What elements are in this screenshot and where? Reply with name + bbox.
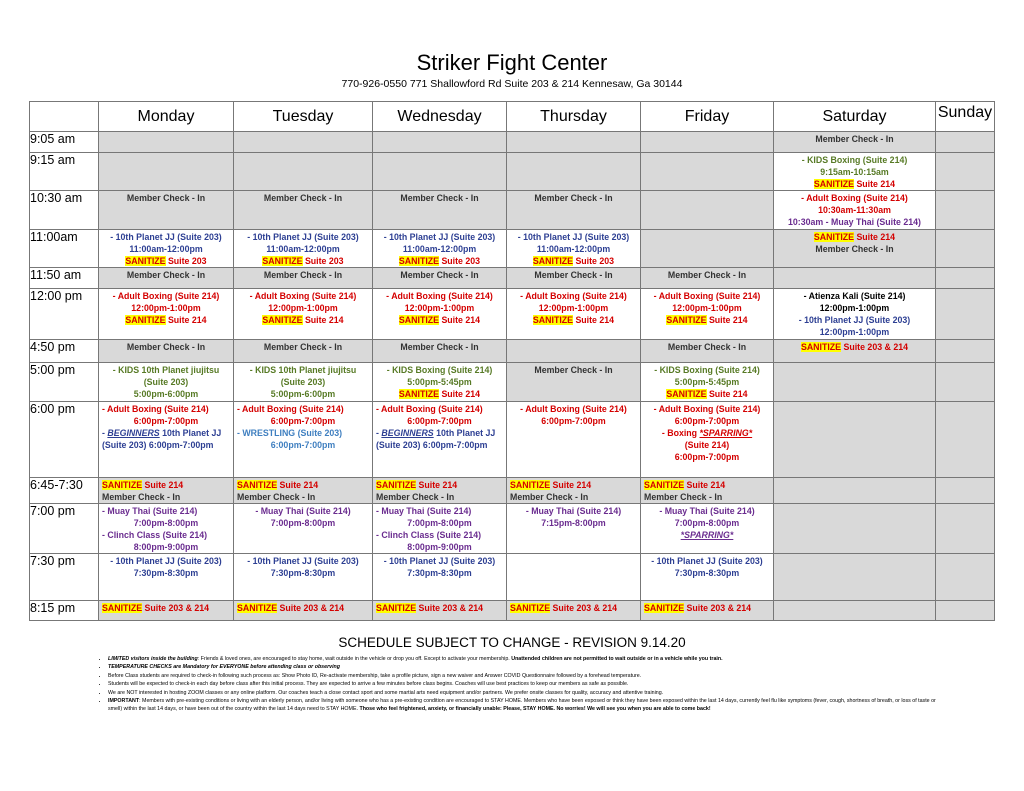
time-label: 7:00 pm	[30, 504, 99, 554]
class-entry: - Adult Boxing (Suite 214) 12:00pm-1:00pm SANITIZE Suite 214	[386, 291, 493, 325]
member-check-in: Member Check - In	[534, 270, 613, 280]
member-check-in: Member Check - In	[534, 365, 613, 375]
class-entry: SANITIZE Suite 214 Member Check - In	[237, 480, 319, 502]
class-entry: SANITIZE Suite 203 & 214	[800, 342, 909, 352]
class-entry: SANITIZE Suite 203 & 214	[237, 603, 345, 613]
note-item: • We are NOT interested in hosting ZOOM classes or any online platform. Our coaches teach a close contact sport and some martial arts need equipment and/or partners. We prefer onsite classes for quality, accuracy and attentive training.	[108, 689, 944, 697]
member-check-in: Member Check - In	[263, 193, 343, 203]
class-entry: - KIDS Boxing (Suite 214) 5:00pm-5:45pm SANITIZE Suite 214	[654, 365, 760, 399]
class-entry: - Muay Thai (Suite 214) 7:00pm-8:00pm	[255, 506, 351, 528]
class-entry: - Muay Thai (Suite 214) 7:00pm-8:00pm - Clinch Class (Suite 214) 8:00pm-9:00pm	[376, 506, 482, 552]
member-check-in: Member Check - In	[815, 134, 894, 144]
class-entry: - Adult Boxing (Suite 214) 6:00pm-7:00pm	[520, 404, 627, 426]
day-header: Thursday	[507, 102, 641, 132]
time-label: 4:50 pm	[30, 340, 99, 363]
class-entry: - 10th Planet JJ (Suite 203) 11:00am-12:00pm SANITIZE Suite 203	[517, 232, 630, 266]
class-entry: - Adult Boxing (Suite 214) 6:00pm-7:00pm - WRESTLING (Suite 203) 6:00pm-7:00pm	[237, 404, 344, 450]
class-entry: - Adult Boxing (Suite 214) 12:00pm-1:00pm SANITIZE Suite 214	[653, 291, 761, 325]
class-entry: - Adult Boxing (Suite 214) 12:00pm-1:00pm SANITIZE Suite 214	[112, 291, 220, 325]
class-entry: - KIDS Boxing (Suite 214) 5:00pm-5:45pm SANITIZE Suite 214	[386, 365, 493, 399]
time-label: 8:15 pm	[30, 601, 99, 621]
time-label: 6:00 pm	[30, 402, 99, 478]
class-entry: SANITIZE Suite 214 Member Check - In	[102, 480, 184, 502]
class-entry: - Adult Boxing (Suite 214) 6:00pm-7:00pm - Boxing *SPARRING* (Suite 214) 6:00pm-7:00pm	[653, 404, 761, 462]
time-label: 11:00am	[30, 230, 99, 268]
class-entry: - 10th Planet JJ (Suite 203) 11:00am-12:00pm SANITIZE Suite 203	[383, 232, 496, 266]
class-entry: - 10th Planet JJ (Suite 203) 7:30pm-8:30pm	[383, 556, 496, 578]
member-check-in: Member Check - In	[667, 342, 747, 352]
note-item: • Students will be expected to check-in each day before class after this initial process. They are expected to arrive a few minutes before class begins. Coaches will use best practices to keep our members as safe as possible.	[108, 680, 944, 688]
class-entry: - Muay Thai (Suite 214) 7:15pm-8:00pm	[525, 506, 622, 528]
page-title: Striker Fight Center	[416, 50, 608, 75]
day-header: Friday	[641, 102, 774, 132]
class-entry: SANITIZE Suite 203 & 214	[510, 603, 618, 613]
class-entry: - 10th Planet JJ (Suite 203) 7:30pm-8:30pm	[110, 556, 222, 578]
note-item: • TEMPERATURE CHECKS are Mandatory for EVERYONE before attending class or observing	[108, 663, 944, 671]
member-check-in: Member Check - In	[126, 342, 206, 352]
class-entry: - Atienza Kali (Suite 214) 12:00pm-1:00pm - 10th Planet JJ (Suite 203) 12:00pm-1:00pm	[798, 291, 911, 337]
class-entry: SANITIZE Suite 214 Member Check - In	[510, 480, 592, 502]
time-label: 7:30 pm	[30, 554, 99, 601]
class-entry: - 10th Planet JJ (Suite 203) 11:00am-12:00pm SANITIZE Suite 203	[110, 232, 222, 266]
time-label: 10:30 am	[30, 191, 99, 230]
time-label: 6:45-7:30	[30, 478, 99, 504]
class-entry: - KIDS Boxing (Suite 214) 9:15am-10:15am SANITIZE Suite 214	[801, 155, 908, 189]
time-label: 5:00 pm	[30, 363, 99, 402]
revision-notice: SCHEDULE SUBJECT TO CHANGE - REVISION 9.14.20	[338, 635, 686, 650]
day-header: Monday	[99, 102, 234, 132]
class-entry: - KIDS 10th Planet jiujitsu (Suite 203) 5:00pm-6:00pm	[249, 365, 357, 399]
class-entry: SANITIZE Suite 203 & 214	[644, 603, 752, 613]
day-header: Sunday	[936, 102, 995, 132]
member-check-in: Member Check - In	[263, 270, 343, 280]
note-item: • IMPORTANT: Members with pre-existing conditions or living with an elderly person, and/or living with someone who has a pre-existing condition are encouraged to STAY HOME. Members who have been exposed or think they have been exposed within the last 14 days, currently feel flu like symptoms (fever, cough, shortness of breath, or loss of taste or smell) within the last 14 days, or have been out of the country within the last 14 days need to STAY HOME. Those who feel frightened, anxiety, or financially unable: Please, STAY HOME. No worries! We will see you when you are able to come back!	[108, 697, 944, 714]
note-item: • Before Class students are required to check-in following such process as: Show Photo ID, Re-activate membership, take a profile picture, sign a new waiver and Answer COVID Questionnaire followed by a forehead temperature.	[108, 672, 944, 680]
member-check-in: Member Check - In	[126, 193, 206, 203]
class-entry: SANITIZE Suite 203 & 214	[102, 603, 210, 613]
schedule-table	[29, 101, 995, 621]
note-item: • LIMITED visitors inside the building: Friends & loved ones, are encouraged to stay home, wait outside in the vehicle or drop you off. Except to activate your membership. Unattended children are not permitted to wait outside or in a vehicle while you train.	[108, 655, 944, 663]
class-entry: - Adult Boxing (Suite 214) 10:30am-11:30am 10:30am - Muay Thai (Suite 214)	[788, 193, 921, 227]
class-entry: - Adult Boxing (Suite 214) 12:00pm-1:00pm SANITIZE Suite 214	[249, 291, 357, 325]
class-entry: - Adult Boxing (Suite 214) 12:00pm-1:00pm SANITIZE Suite 214	[520, 291, 627, 325]
class-entry: SANITIZE Suite 214 Member Check - In	[376, 480, 458, 502]
day-header: Tuesday	[234, 102, 373, 132]
time-label: 9:15 am	[30, 153, 99, 191]
notes-list	[94, 655, 944, 714]
class-entry: - Adult Boxing (Suite 214) 6:00pm-7:00pm - BEGINNERS 10th Planet JJ (Suite 203) 6:00pm-7:00pm	[376, 404, 496, 450]
member-check-in: Member Check - In	[400, 342, 479, 352]
class-entry: SANITIZE Suite 203 & 214	[376, 603, 484, 613]
class-entry: - KIDS 10th Planet jiujitsu (Suite 203) 5:00pm-6:00pm	[112, 365, 220, 399]
class-entry: - Muay Thai (Suite 214) 7:00pm-8:00pm - Clinch Class (Suite 214) 8:00pm-9:00pm	[102, 506, 208, 552]
class-entry: - 10th Planet JJ (Suite 203) 7:30pm-8:30pm	[247, 556, 359, 578]
member-check-in: Member Check - In	[534, 193, 613, 203]
class-entry: SANITIZE Suite 214 Member Check - In	[644, 480, 726, 502]
class-entry: - Adult Boxing (Suite 214) 6:00pm-7:00pm - BEGINNERS 10th Planet JJ (Suite 203) 6:00pm-7:00pm	[102, 404, 222, 450]
day-header: Wednesday	[373, 102, 507, 132]
member-check-in: Member Check - In	[126, 270, 206, 280]
class-entry: - 10th Planet JJ (Suite 203) 11:00am-12:00pm SANITIZE Suite 203	[247, 232, 359, 266]
class-entry: SANITIZE Suite 214 Member Check - In	[813, 232, 896, 254]
corner-cell	[30, 102, 99, 132]
address-line: 770-926-0550 771 Shallowford Rd Suite 203 & 214 Kennesaw, Ga 30144	[341, 78, 683, 90]
class-entry: - 10th Planet JJ (Suite 203) 7:30pm-8:30pm	[651, 556, 763, 578]
member-check-in: Member Check - In	[667, 270, 747, 280]
time-label: 9:05 am	[30, 132, 99, 153]
time-label: 12:00 pm	[30, 289, 99, 340]
member-check-in: Member Check - In	[400, 270, 479, 280]
time-label: 11:50 am	[30, 268, 99, 289]
member-check-in: Member Check - In	[263, 342, 343, 352]
day-header: Saturday	[774, 102, 936, 132]
member-check-in: Member Check - In	[400, 193, 479, 203]
class-entry: - Muay Thai (Suite 214) 7:00pm-8:00pm *SPARRING*	[659, 506, 755, 540]
